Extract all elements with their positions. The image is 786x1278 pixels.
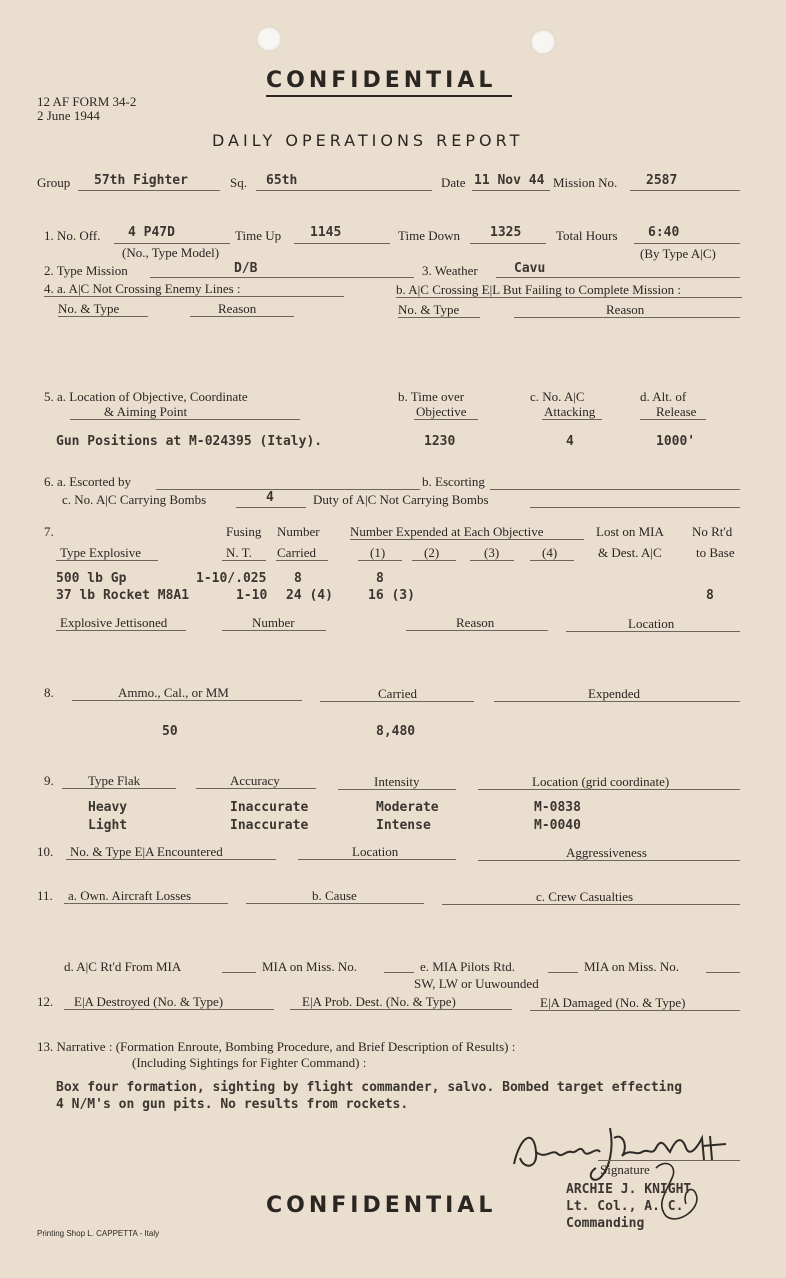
s1-nooff-value: 4 P47D xyxy=(128,225,175,240)
s6-c-line xyxy=(236,507,306,508)
s7-fusing-2: N. T. xyxy=(226,545,252,560)
s4-a-label: 4. a. A|C Not Crossing Enemy Lines : xyxy=(44,281,241,296)
s1-timeup-line xyxy=(294,243,390,244)
s8-expended: Expended xyxy=(588,686,640,701)
s9-type-flak-line xyxy=(62,788,176,789)
s5-altitude-value: 1000' xyxy=(656,434,696,449)
s9-label: 9. xyxy=(44,773,54,788)
mission-label: Mission No. xyxy=(553,175,618,190)
s5-d-label: d. Alt. of xyxy=(640,389,687,404)
s10-label: 10. xyxy=(37,844,54,859)
s8-label: 8. xyxy=(44,685,54,700)
s9-intensity-line xyxy=(338,789,456,790)
punch-hole-right xyxy=(530,29,556,55)
s13-label: 13. Narrative : (Formation Enroute, Bombing Procedure, and Brief Description of Results) : xyxy=(37,1039,516,1054)
s5-a-label: 5. a. Location of Objective, Coordinate xyxy=(44,389,248,404)
s7-label: 7. xyxy=(44,524,54,539)
group-value: 57th Fighter xyxy=(94,173,188,188)
s5-time-value: 1230 xyxy=(424,434,456,449)
s1-total-line xyxy=(634,243,740,244)
s9-row-1-intensity: Moderate xyxy=(376,800,439,815)
s7-number-2: Carried xyxy=(277,545,316,560)
s3-line xyxy=(496,277,740,278)
s8-ammo-value: 50 xyxy=(162,724,178,739)
s4-a-line xyxy=(44,296,344,297)
s11-e: e. MIA Pilots Rtd. xyxy=(420,959,515,974)
s12-destroyed: E|A Destroyed (No. & Type) xyxy=(74,994,224,1009)
s1-total-caption: (By Type A|C) xyxy=(640,246,716,261)
s11-mia-1-line xyxy=(384,972,414,973)
s5-c-label-2: Attacking xyxy=(544,404,596,419)
s2-value: D/B xyxy=(234,261,258,276)
s7-jett-reason: Reason xyxy=(456,615,495,630)
s7-row-2-carried: 24 (4) xyxy=(286,588,333,603)
s12-damaged: E|A Damaged (No. & Type) xyxy=(540,995,686,1010)
mission-value: 2587 xyxy=(646,173,678,188)
s7-obj-2: (2) xyxy=(424,545,440,560)
s8-carried-line xyxy=(320,701,474,702)
s4-b-reason-line xyxy=(514,317,740,318)
s10-location-line xyxy=(298,859,456,860)
s5-d-line xyxy=(640,419,706,420)
s10-location: Location xyxy=(352,844,399,859)
s11-mia-1: MIA on Miss. No. xyxy=(262,959,357,974)
sq-label: Sq. xyxy=(230,175,247,190)
s3-label: 3. Weather xyxy=(422,263,478,278)
group-label: Group xyxy=(37,175,71,190)
s11-a-line xyxy=(64,903,228,904)
s1-label: 1. No. Off. xyxy=(44,228,101,243)
s4-b-notype-line xyxy=(398,317,480,318)
s9-row-2-accuracy: Inaccurate xyxy=(230,818,309,833)
s12-prob-line xyxy=(290,1009,512,1010)
s7-row-2-type: 37 lb Rocket M8A1 xyxy=(56,588,190,603)
s7-jett-reason-line xyxy=(406,630,548,631)
s1-timedown-line xyxy=(470,243,546,244)
s7-lost-2: & Dest. A|C xyxy=(598,545,662,560)
commander-rank: Lt. Col., A. C. xyxy=(566,1199,684,1214)
s1-total-label: Total Hours xyxy=(556,228,618,243)
s11-a: a. Own. Aircraft Losses xyxy=(68,888,192,903)
s6-b-label: b. Escorting xyxy=(422,474,485,489)
s9-type-flak: Type Flak xyxy=(88,773,141,788)
group-line xyxy=(78,190,220,191)
date-label: Date xyxy=(441,175,466,190)
s13-narrative-1: Box four formation, sighting by flight commander, salvo. Bombed target effecting xyxy=(56,1080,683,1095)
s9-row-1-type: Heavy xyxy=(88,800,128,815)
s10-aggressiveness-line xyxy=(478,860,740,861)
s10-aggressiveness: Aggressiveness xyxy=(566,845,647,860)
s7-jett-location-line xyxy=(566,631,740,632)
s6-duty-label: Duty of A|C Not Carrying Bombs xyxy=(313,492,489,507)
s7-row-1-exp1: 8 xyxy=(376,571,384,586)
s12-damaged-line xyxy=(530,1010,740,1011)
form-id: 12 AF FORM 34-2 xyxy=(37,94,137,109)
signature-line xyxy=(598,1160,740,1161)
report-title: DAILY OPERATIONS REPORT xyxy=(212,131,524,150)
s5-b-line xyxy=(414,419,478,420)
s12-destroyed-line xyxy=(64,1009,274,1010)
s7-row-2-exp1: 16 (3) xyxy=(368,588,415,603)
s11-c: c. Crew Casualties xyxy=(536,889,634,904)
s7-row-1-fusing: 1-10/.025 xyxy=(196,571,267,586)
s8-ammo: Ammo., Cal., or MM xyxy=(118,685,229,700)
s4-b-reason: Reason xyxy=(606,302,645,317)
s7-expended-header: Number Expended at Each Objective xyxy=(350,524,544,539)
s9-location: Location (grid coordinate) xyxy=(532,774,670,789)
s5-location-value: Gun Positions at M-024395 (Italy). xyxy=(56,434,323,449)
s7-number-1: Number xyxy=(277,524,320,539)
s13-narrative-2: 4 N/M's on gun pits. No results from rockets. xyxy=(56,1097,409,1112)
s7-row-1-type: 500 lb Gp xyxy=(56,571,127,586)
s11-label: 11. xyxy=(37,888,53,903)
s10-no-type: No. & Type E|A Encountered xyxy=(70,844,223,859)
s9-row-1-accuracy: Inaccurate xyxy=(230,800,309,815)
s11-d-line xyxy=(222,972,256,973)
printer-credit: Printing Shop L. CAPPETTA - Italy xyxy=(37,1229,160,1238)
s9-accuracy: Accuracy xyxy=(230,773,280,788)
s6-a-label: 6. a. Escorted by xyxy=(44,474,132,489)
form-date: 2 June 1944 xyxy=(37,108,100,123)
s1-timeup-label: Time Up xyxy=(235,228,282,243)
s2-label: 2. Type Mission xyxy=(44,263,128,278)
s6-b-line xyxy=(490,489,740,490)
s9-row-2-type: Light xyxy=(88,818,128,833)
s9-accuracy-line xyxy=(196,788,316,789)
s11-b: b. Cause xyxy=(312,888,357,903)
s9-row-1-location: M-0838 xyxy=(534,800,581,815)
s7-obj-3: (3) xyxy=(484,545,500,560)
s7-obj-4-line xyxy=(530,560,574,561)
s7-jett-number: Number xyxy=(252,615,295,630)
confidential-header-underline xyxy=(266,95,512,97)
s1-timedown-label: Time Down xyxy=(398,228,461,243)
s1-nooff-caption: (No., Type Model) xyxy=(122,245,220,260)
s4-b-line xyxy=(396,297,742,298)
s7-fusing-1: Fusing xyxy=(226,524,262,539)
s5-b-label-2: Objective xyxy=(416,404,467,419)
signature-label: Signature xyxy=(600,1162,650,1177)
s9-location-line xyxy=(478,789,740,790)
s11-b-line xyxy=(246,903,424,904)
s7-lost-1: Lost on MIA xyxy=(596,524,664,539)
s5-d-label-2: Release xyxy=(656,404,697,419)
s7-row-1-carried: 8 xyxy=(294,571,302,586)
commander-name: ARCHIE J. KNIGHT xyxy=(566,1182,692,1197)
s5-b-label: b. Time over xyxy=(398,389,465,404)
s4-b-label: b. A|C Crossing E|L But Failing to Complete Mission : xyxy=(396,282,681,297)
s1-nooff-line xyxy=(114,243,230,244)
s8-carried: Carried xyxy=(378,686,417,701)
s7-type-explosive-line xyxy=(56,560,158,561)
s1-total-value: 6:40 xyxy=(648,225,680,240)
s11-e-line xyxy=(548,972,578,973)
s7-jett-location: Location xyxy=(628,616,675,631)
s5-c-line xyxy=(542,419,602,420)
s9-row-2-location: M-0040 xyxy=(534,818,581,833)
s11-d: d. A|C Rt'd From MIA xyxy=(64,959,182,974)
s4-a-notype-line xyxy=(58,316,148,317)
s11-sw: SW, LW or Uuwounded xyxy=(414,976,539,991)
confidential-footer: CONFIDENTIAL xyxy=(266,1193,497,1218)
commander-title: Commanding xyxy=(566,1216,645,1231)
s6-c-value: 4 xyxy=(266,490,274,505)
s4-a-reason: Reason xyxy=(218,301,257,316)
s10-no-type-line xyxy=(66,859,276,860)
s8-expended-line xyxy=(494,701,740,702)
confidential-header: CONFIDENTIAL xyxy=(266,68,497,93)
s11-c-line xyxy=(442,904,740,905)
s7-obj-1-line xyxy=(358,560,402,561)
s5-attacking-value: 4 xyxy=(566,434,574,449)
s7-obj-3-line xyxy=(470,560,514,561)
s12-prob: E|A Prob. Dest. (No. & Type) xyxy=(302,994,456,1009)
s12-label: 12. xyxy=(37,994,54,1009)
s5-c-label: c. No. A|C xyxy=(530,389,585,404)
s8-ammo-line xyxy=(72,700,302,701)
s6-duty-line xyxy=(530,507,740,508)
date-line xyxy=(472,190,550,191)
date-value: 11 Nov 44 xyxy=(474,173,545,188)
s6-c-label: c. No. A|C Carrying Bombs xyxy=(62,492,207,507)
s7-nortd-2: to Base xyxy=(696,545,735,560)
s7-expended-line xyxy=(350,539,584,540)
sq-line xyxy=(256,190,432,191)
s7-type-explosive: Type Explosive xyxy=(60,545,142,560)
s1-timedown-value: 1325 xyxy=(490,225,522,240)
s7-obj-1: (1) xyxy=(370,545,386,560)
s7-nortd-1: No Rt'd xyxy=(692,524,733,539)
s9-row-2-intensity: Intense xyxy=(376,818,431,833)
s4-a-notype: No. & Type xyxy=(58,301,120,316)
s7-row-2-nortd: 8 xyxy=(706,588,714,603)
s7-obj-2-line xyxy=(412,560,456,561)
s7-jettisoned-line xyxy=(56,630,186,631)
s7-row-2-fusing: 1-10 xyxy=(236,588,268,603)
s13-label-2: (Including Sightings for Fighter Command) : xyxy=(132,1055,367,1070)
s7-obj-4: (4) xyxy=(542,545,558,560)
s9-intensity: Intensity xyxy=(374,774,420,789)
s7-jett-number-line xyxy=(222,630,326,631)
sq-value: 65th xyxy=(266,173,298,188)
s4-a-reason-line xyxy=(190,316,294,317)
s4-b-notype: No. & Type xyxy=(398,302,460,317)
s7-number-line xyxy=(276,560,328,561)
s8-carried-value: 8,480 xyxy=(376,724,416,739)
s11-mia-2-line xyxy=(706,972,740,973)
s5-a-label-2: & Aiming Point xyxy=(104,404,188,419)
s2-line xyxy=(150,277,414,278)
s7-jettisoned: Explosive Jettisoned xyxy=(60,615,168,630)
s6-a-line xyxy=(156,489,420,490)
s7-fusing-line xyxy=(222,560,266,561)
s11-mia-2: MIA on Miss. No. xyxy=(584,959,679,974)
s1-timeup-value: 1145 xyxy=(310,225,342,240)
mission-line xyxy=(630,190,740,191)
s3-value: Cavu xyxy=(514,261,546,276)
s5-a-line xyxy=(70,419,300,420)
punch-hole-left xyxy=(256,26,282,52)
